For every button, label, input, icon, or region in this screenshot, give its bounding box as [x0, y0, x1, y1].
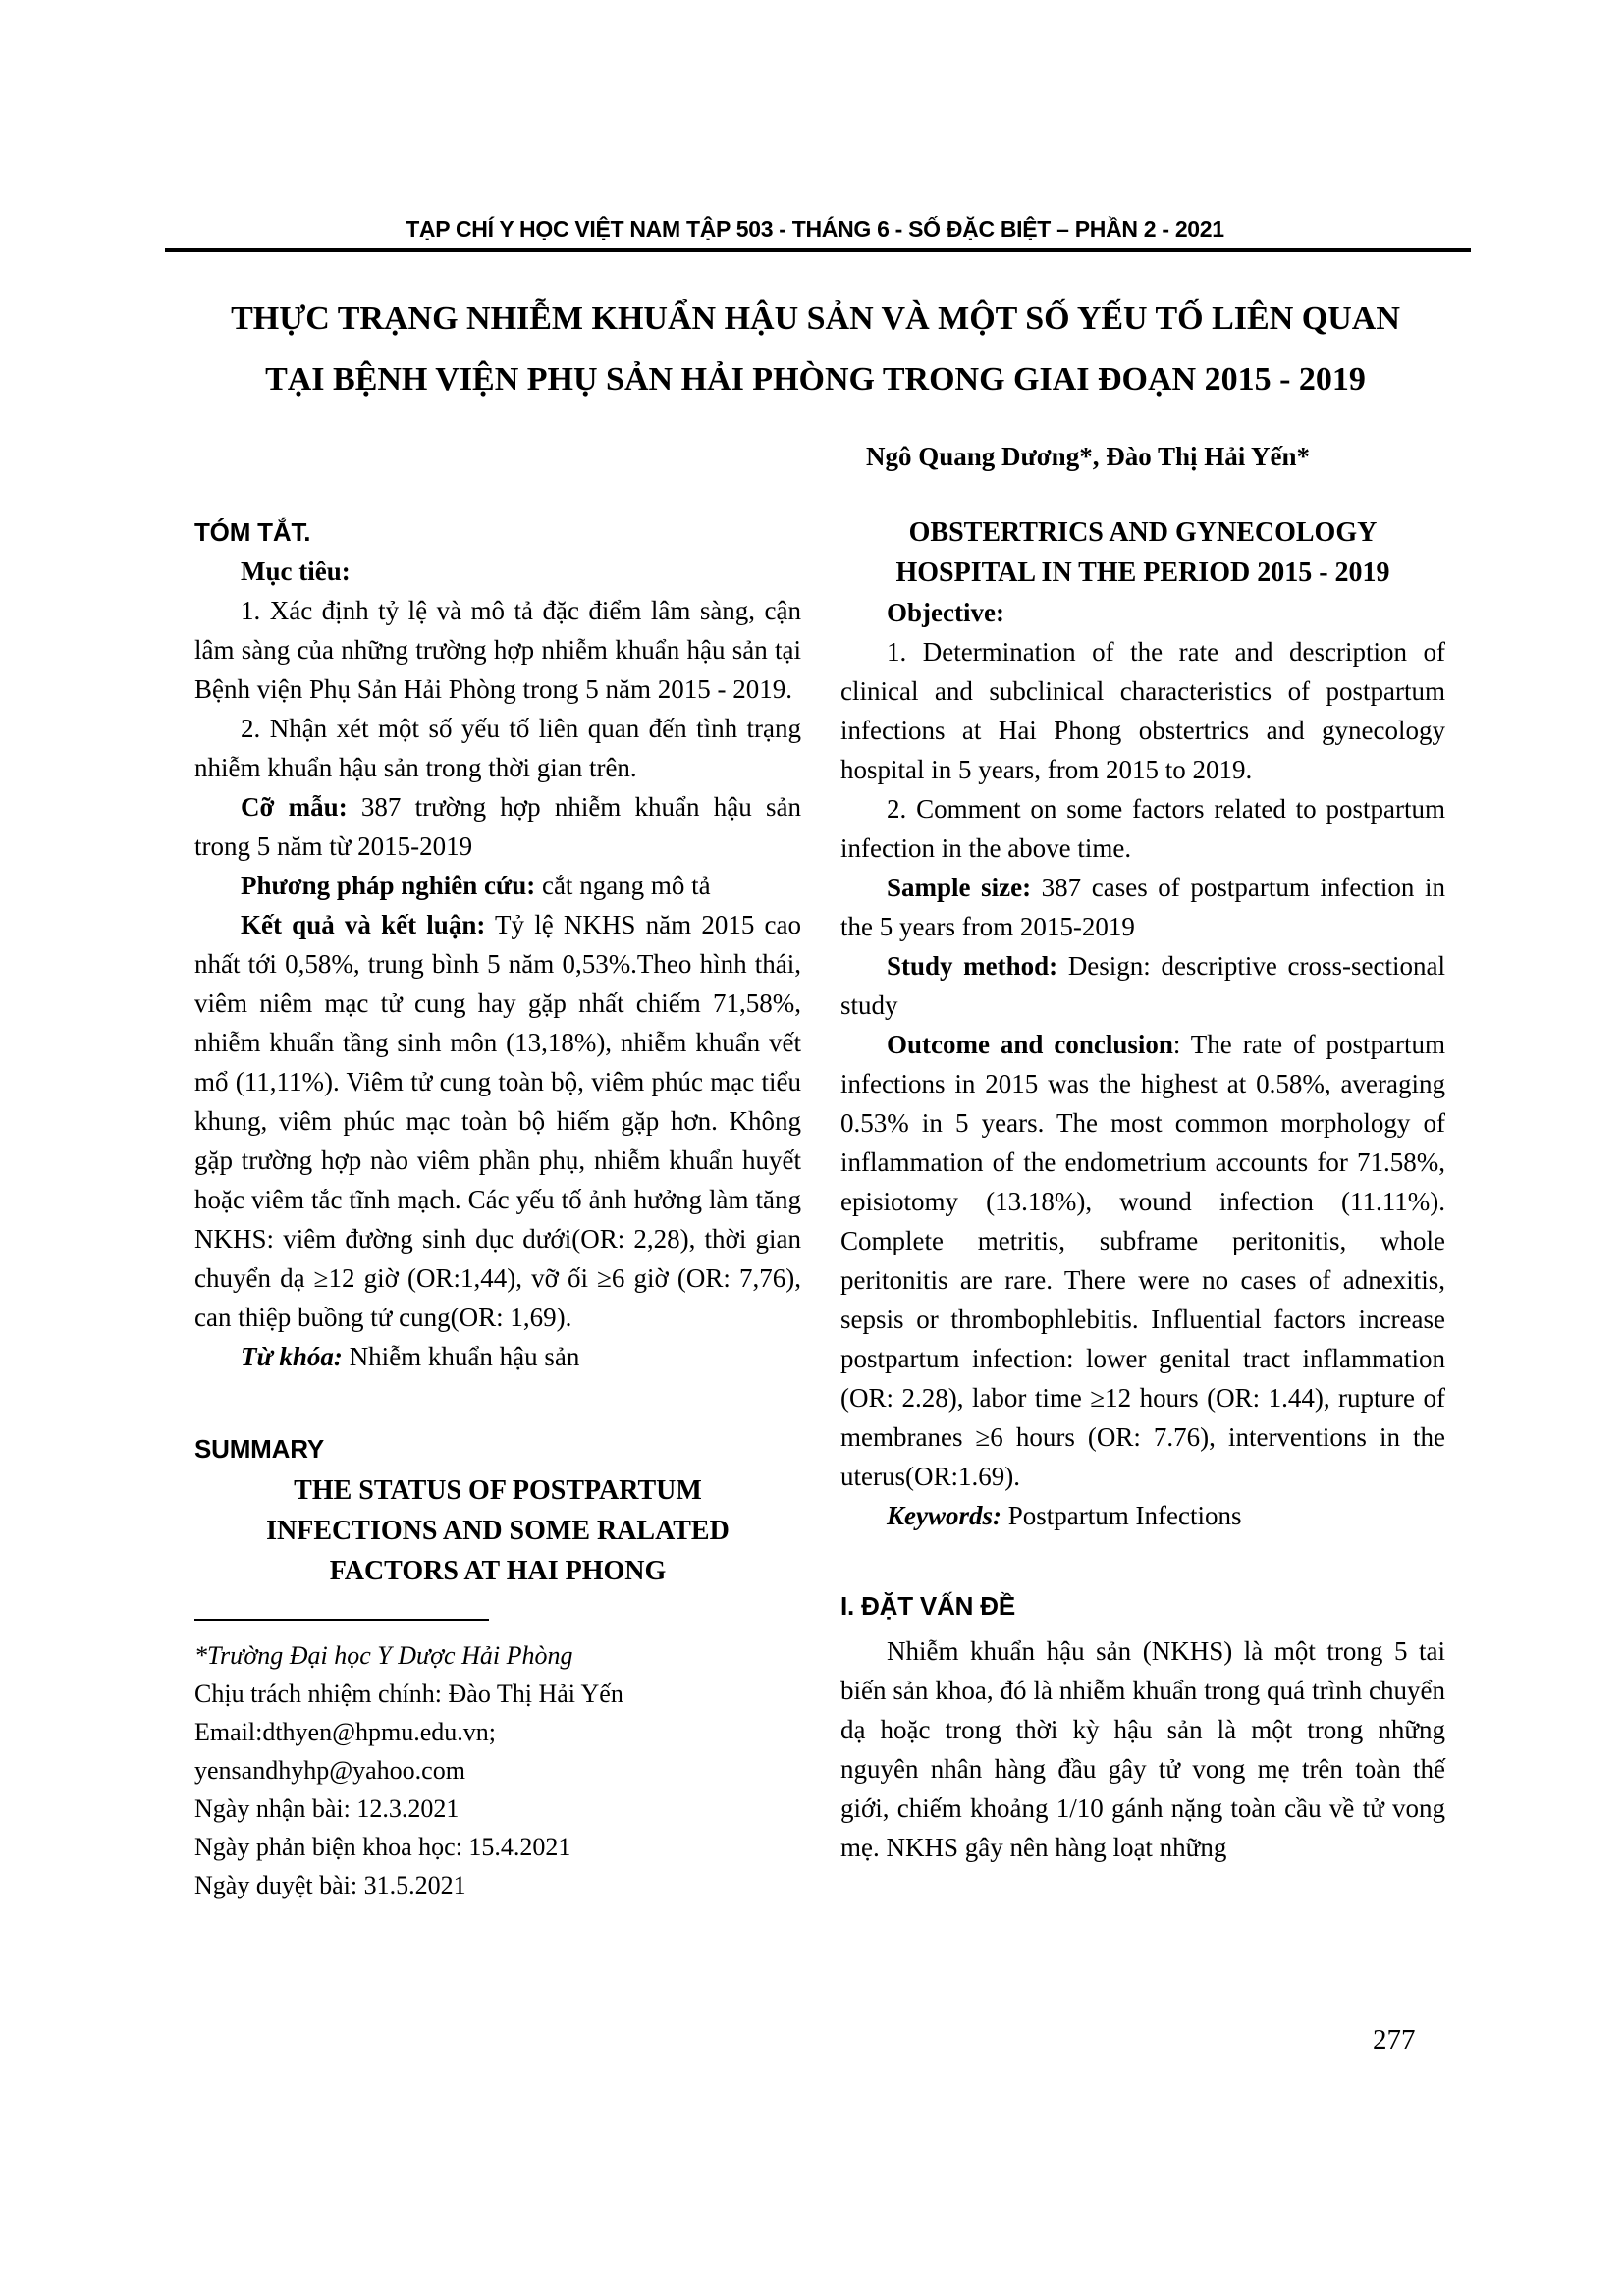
footnote-divider: [194, 1619, 489, 1621]
keywords-vi-paragraph: [194, 1337, 801, 1376]
footnote-email-1: Email:dthyen@hpmu.edu.vn;: [194, 1718, 497, 1746]
english-title-continued: [840, 512, 1445, 593]
sample-size-label: Cỡ mẫu:: [241, 792, 348, 822]
results-paragraph: [194, 905, 801, 1337]
footnote-responsible: Chịu trách nhiệm chính: Đào Thị Hải Yến: [194, 1680, 623, 1708]
objectives-label-paragraph: [194, 552, 801, 591]
keywords-en-label: Keywords:: [887, 1501, 1001, 1530]
objective-label: Objective:: [887, 598, 1004, 627]
footnote-date-reviewed: Ngày phản biện khoa học: 15.4.2021: [194, 1833, 571, 1861]
study-method-text: Design: descriptive cross-sectional study: [840, 951, 1445, 1020]
method-text: cắt ngang mô tả: [535, 871, 711, 900]
objectives-label: Mục tiêu:: [241, 557, 351, 586]
footnote-email-2: yensandhyhp@yahoo.com: [194, 1756, 465, 1785]
article-title-line-1: THỰC TRẠNG NHIỄM KHUẨN HẬU SẢN VÀ MỘT SỐ YẾU TỐ LIÊN QUAN: [231, 300, 1400, 337]
study-method-paragraph: [840, 946, 1445, 1025]
objective-en-1-paragraph: 1. Determination of the rate and description of clinical and subclinical characteristics of postpartum infections at Hai Phong obstertrics and gynecology hospital in 5 years, from 2015 to 2019.: [840, 637, 1445, 784]
article-title: [155, 289, 1476, 410]
keywords-en-text: Postpartum Infections: [1001, 1501, 1242, 1530]
english-title-cont-line-2: HOSPITAL IN THE PERIOD 2015 - 2019: [895, 558, 1390, 588]
sample-size-en-label: Sample size:: [887, 873, 1032, 902]
introduction-paragraph: Nhiễm khuẩn hậu sản (NKHS) là một trong 5 tai biến sản khoa, đó là nhiễm khuẩn trong quá trình chuyển dạ hoặc trong thời kỳ hậu sản là một trong những nguyên nhân hàng đầu gây tử vong mẹ trên toàn thế giới, chiếm khoảng 1/10 gánh nặng toàn cầu về tử vong mẹ. NKHS gây nên hàng loạt những: [840, 1636, 1445, 1862]
sample-size-paragraph: [194, 787, 801, 866]
objective-label-paragraph: [840, 593, 1445, 632]
english-title-line-2: INFECTIONS AND SOME RALATED: [266, 1516, 730, 1546]
outcome-text: : The rate of postpartum infections in 2015 was the highest at 0.58%, averaging 0.53% in 5 years. The most common morphology of inflammation of the endometrium accounts for 71.58%, episiotomy (13.18%), wound infection (11.11%). Complete metritis, subframe peritonitis, whole peritonitis are rare. There were no cases of adnexitis, sepsis or thrombophlebitis. Influential factors increase postpartum infection: lower genital tract inflammation (OR: 2.28), labor time ≥12 hours (OR: 1.44), rupture of membranes ≥6 hours (OR: 7.76), interventions in the uterus(OR:1.69).: [840, 1030, 1445, 1491]
objective-en-2-paragraph: 2. Comment on some factors related to postpartum infection in the above time.: [840, 794, 1445, 863]
article-title-line-2: TẠI BỆNH VIỆN PHỤ SẢN HẢI PHÒNG TRONG GIAI ĐOẠN 2015 - 2019: [265, 361, 1366, 398]
method-paragraph: [194, 866, 801, 905]
page-number: 277: [1373, 2024, 1416, 2056]
outcome-paragraph: [840, 1025, 1445, 1496]
footnote-affiliation: *Trường Đại học Y Dược Hải Phòng: [194, 1641, 573, 1670]
english-title-cont-line-1: OBSTERTRICS AND GYNECOLOGY: [908, 517, 1378, 548]
footnote-date-accepted: Ngày duyệt bài: 31.5.2021: [194, 1871, 466, 1899]
right-column: [840, 512, 1445, 1867]
journal-header: TẠP CHÍ Y HỌC VIỆT NAM TẬP 503 - THÁNG 6 - SỐ ĐẶC BIỆT – PHẦN 2 - 2021: [406, 216, 1224, 241]
english-title-line-3: FACTORS AT HAI PHONG: [329, 1556, 667, 1586]
english-title: [194, 1470, 801, 1591]
keywords-en-paragraph: [840, 1496, 1445, 1535]
method-label: Phương pháp nghiên cứu:: [241, 871, 536, 900]
outcome-label: Outcome and conclusion: [887, 1030, 1173, 1059]
header-rule: [165, 248, 1471, 252]
objective-1-paragraph: 1. Xác định tỷ lệ và mô tả đặc điểm lâm sàng, cận lâm sàng của những trường hợp nhiễm khuẩn hậu sản tại Bệnh viện Phụ Sản Hải Phòng trong 5 năm 2015 - 2019.: [194, 596, 801, 704]
abstract-heading: TÓM TẮT.: [194, 517, 311, 547]
keywords-vi-text: Nhiễm khuẩn hậu sản: [342, 1342, 580, 1371]
results-label: Kết quả và kết luận:: [241, 910, 486, 939]
results-text: Tỷ lệ NKHS năm 2015 cao nhất tới 0,58%, trung bình 5 năm 0,53%.Theo hình thái, viêm niêm mạc tử cung hay gặp nhất chiếm 71,58%, nhiễm khuẩn tầng sinh môn (13,18%), nhiễm khuẩn vết mổ (11,11%). Viêm tử cung toàn bộ, viêm phúc mạc tiểu khung, viêm phúc mạc toàn bộ hiếm gặp hơn. Không gặp trường hợp nào viêm phần phụ, nhiễm khuẩn huyết hoặc viêm tắc tĩnh mạch. Các yếu tố ảnh hưởng làm tăng NKHS: viêm đường sinh dục dưới(OR: 2,28), thời gian chuyển dạ ≥12 giờ (OR:1,44), vỡ ối ≥6 giờ (OR: 7,76), can thiệp buồng tử cung(OR: 1,69).: [194, 910, 801, 1332]
summary-heading: SUMMARY: [194, 1434, 324, 1464]
section-1-heading: I. ĐẶT VẤN ĐỀ: [840, 1591, 1015, 1621]
keywords-vi-label: Từ khóa:: [241, 1342, 343, 1371]
footnote-date-received: Ngày nhận bài: 12.3.2021: [194, 1794, 460, 1823]
english-title-line-1: THE STATUS OF POSTPARTUM: [294, 1475, 702, 1506]
footnote-block: [194, 1636, 801, 1904]
authors-line: Ngô Quang Dương*, Đào Thị Hải Yến*: [866, 442, 1310, 471]
objective-2-paragraph: 2. Nhận xét một số yếu tố liên quan đến tình trạng nhiễm khuẩn hậu sản trong thời gian trên.: [194, 714, 801, 782]
study-method-label: Study method:: [887, 951, 1058, 981]
sample-size-en-text: 387 cases of postpartum infection in the 5 years from 2015-2019: [840, 873, 1445, 941]
sample-size-en-paragraph: [840, 868, 1445, 946]
left-column: [194, 512, 801, 1904]
sample-size-text: 387 trường hợp nhiễm khuẩn hậu sản trong 5 năm từ 2015-2019: [194, 792, 801, 861]
